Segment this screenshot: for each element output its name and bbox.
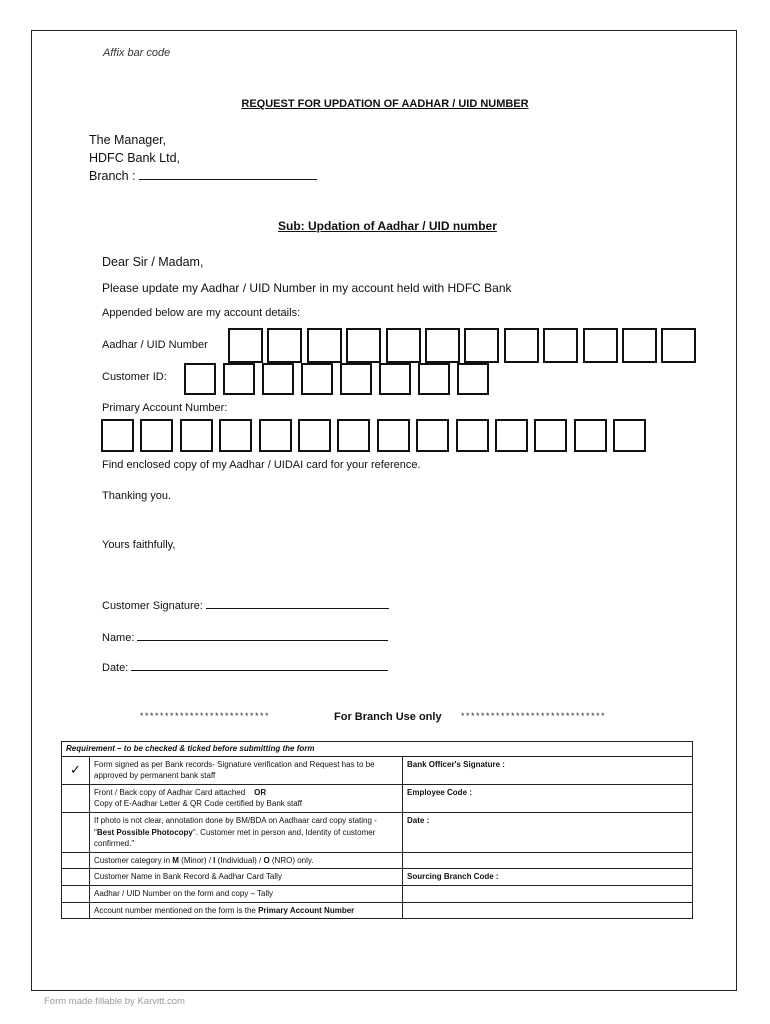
primary-account-label: Primary Account Number: — [102, 402, 228, 414]
table-header: Requirement – to be checked & ticked before submitting the form — [62, 742, 693, 757]
stars-left: ************************** — [140, 711, 271, 721]
aadhar-digit-box[interactable] — [228, 328, 263, 363]
table-row — [62, 869, 693, 886]
aadhar-digit-box[interactable] — [661, 328, 696, 363]
checkbox-cell[interactable] — [62, 902, 90, 919]
account-digit-box[interactable] — [298, 419, 331, 452]
checkbox-cell[interactable] — [62, 812, 90, 852]
account-digit-box[interactable] — [613, 419, 646, 452]
aadhar-digit-box[interactable] — [386, 328, 421, 363]
customer-id-digit-box[interactable] — [223, 363, 255, 395]
customer-id-label: Customer ID: — [102, 371, 167, 383]
empty-field[interactable] — [403, 852, 693, 869]
table-row — [62, 902, 693, 919]
thanking-line: Thanking you. — [102, 490, 172, 502]
aadhar-digit-box[interactable] — [267, 328, 302, 363]
enclosed-line: Find enclosed copy of my Aadhar / UIDAI card for your reference. — [102, 459, 421, 471]
account-digit-box[interactable] — [495, 419, 528, 452]
requirement-part: (NRO) only. — [269, 855, 314, 865]
date-input[interactable] — [131, 670, 388, 671]
name-input[interactable] — [137, 640, 388, 641]
empty-field[interactable] — [403, 885, 693, 902]
checkbox-cell[interactable] — [62, 784, 90, 812]
table-row — [62, 885, 693, 902]
closing-line: Yours faithfully, — [102, 539, 176, 551]
table-row — [62, 812, 693, 852]
checkbox-cell[interactable] — [62, 852, 90, 869]
customer-id-digit-box[interactable] — [301, 363, 333, 395]
addressee-line-2: HDFC Bank Ltd, — [89, 151, 181, 165]
account-digit-box[interactable] — [101, 419, 134, 452]
table-header-row — [62, 742, 693, 757]
aadhar-digit-box[interactable] — [543, 328, 578, 363]
requirement-text: Form signed as per Bank records- Signature verification and Request has to be approved by permanent bank staff — [90, 756, 403, 784]
requirement-part: (Minor) / — [178, 855, 214, 865]
aadhar-label: Aadhar / UID Number — [102, 339, 208, 351]
salutation: Dear Sir / Madam, — [102, 255, 204, 269]
table-row — [62, 852, 693, 869]
best-possible-photocopy-text: Best Possible Photocopy — [96, 827, 193, 837]
minor-code: M — [172, 855, 179, 865]
check-icon[interactable]: ✓ — [62, 756, 90, 784]
employee-code-field[interactable]: Employee Code : — [403, 784, 693, 812]
footer-note: Form made fillable by Karvitt.com — [44, 996, 185, 1007]
account-digit-box[interactable] — [219, 419, 252, 452]
requirement-text — [90, 812, 403, 852]
sourcing-branch-code-field[interactable]: Sourcing Branch Code : — [403, 869, 693, 886]
date-field[interactable]: Date : — [403, 812, 693, 852]
account-digit-box[interactable] — [377, 419, 410, 452]
checkbox-cell[interactable] — [62, 885, 90, 902]
aadhar-digit-box[interactable] — [583, 328, 618, 363]
requirement-part: Customer category in — [94, 855, 173, 865]
customer-id-digit-box[interactable] — [379, 363, 411, 395]
nro-code: O — [263, 855, 270, 865]
requirement-part: Copy of E-Aadhar Letter & QR Code certified by Bank staff — [94, 799, 302, 809]
aadhar-digit-box[interactable] — [346, 328, 381, 363]
checkbox-cell[interactable] — [62, 869, 90, 886]
aadhar-digit-box[interactable] — [425, 328, 460, 363]
requirement-part: Account number mentioned on the form is the — [94, 905, 259, 915]
account-digit-box[interactable] — [140, 419, 173, 452]
name-line — [102, 632, 388, 644]
requirement-part: If photo is not clear, annotation done by BM/BDA on Aadhaar card copy stating - " — [94, 815, 377, 837]
or-label: OR — [254, 787, 267, 797]
primary-account-number-text: Primary Account Number — [258, 905, 355, 915]
customer-id-digit-box[interactable] — [262, 363, 294, 395]
account-digit-box[interactable] — [456, 419, 489, 452]
individual-code: I — [213, 855, 216, 865]
stars-right: ***************************** — [461, 711, 607, 721]
form-title: REQUEST FOR UPDATION OF AADHAR / UID NUMBER — [241, 98, 529, 110]
requirement-text: Customer Name in Bank Record & Aadhar Card Tally — [90, 869, 403, 886]
aadhar-digit-box[interactable] — [622, 328, 657, 363]
table-row — [62, 784, 693, 812]
appended-line: Appended below are my account details: — [102, 307, 301, 319]
customer-id-digit-box[interactable] — [184, 363, 216, 395]
branch-checklist-table — [61, 741, 693, 919]
account-digit-box[interactable] — [574, 419, 607, 452]
requirement-text: Aadhar / UID Number on the form and copy – Tally — [90, 885, 403, 902]
customer-id-digit-box[interactable] — [340, 363, 372, 395]
requirement-text — [90, 784, 403, 812]
account-digit-box[interactable] — [259, 419, 292, 452]
signature-label: Customer Signature: — [102, 600, 203, 612]
aadhar-digit-box[interactable] — [307, 328, 342, 363]
requirement-part: (Individual) / — [215, 855, 264, 865]
bank-officer-signature-field[interactable]: Bank Officer's Signature : — [403, 756, 693, 784]
request-line: Please update my Aadhar / UID Number in my account held with HDFC Bank — [102, 281, 512, 295]
customer-id-digit-box[interactable] — [457, 363, 489, 395]
branch-line — [89, 169, 317, 183]
account-digit-box[interactable] — [337, 419, 370, 452]
date-label: Date: — [102, 662, 129, 674]
requirement-part: Front / Back copy of Aadhar Card attached — [94, 787, 246, 797]
requirement-text — [90, 852, 403, 869]
customer-id-digit-box[interactable] — [418, 363, 450, 395]
table-row — [62, 756, 693, 784]
branch-input[interactable] — [139, 179, 317, 180]
requirement-text — [90, 902, 403, 919]
branch-use-label: For Branch Use only — [334, 711, 442, 723]
account-digit-box[interactable] — [534, 419, 567, 452]
aadhar-digit-box[interactable] — [504, 328, 539, 363]
name-label: Name: — [102, 632, 135, 644]
branch-label: Branch : — [89, 169, 136, 183]
requirement-part: ". Customer met in person and, Identity of customer confirmed." — [94, 827, 376, 849]
signature-input[interactable] — [206, 608, 389, 609]
aadhar-digit-box[interactable] — [464, 328, 499, 363]
signature-line — [102, 600, 389, 612]
account-digit-box[interactable] — [180, 419, 213, 452]
date-line — [102, 662, 388, 674]
empty-field[interactable] — [403, 902, 693, 919]
affix-bar-code-label: Affix bar code — [103, 47, 171, 59]
account-digit-box[interactable] — [416, 419, 449, 452]
addressee-line-1: The Manager, — [89, 133, 167, 147]
subject-line: Sub: Updation of Aadhar / UID number — [278, 219, 497, 233]
